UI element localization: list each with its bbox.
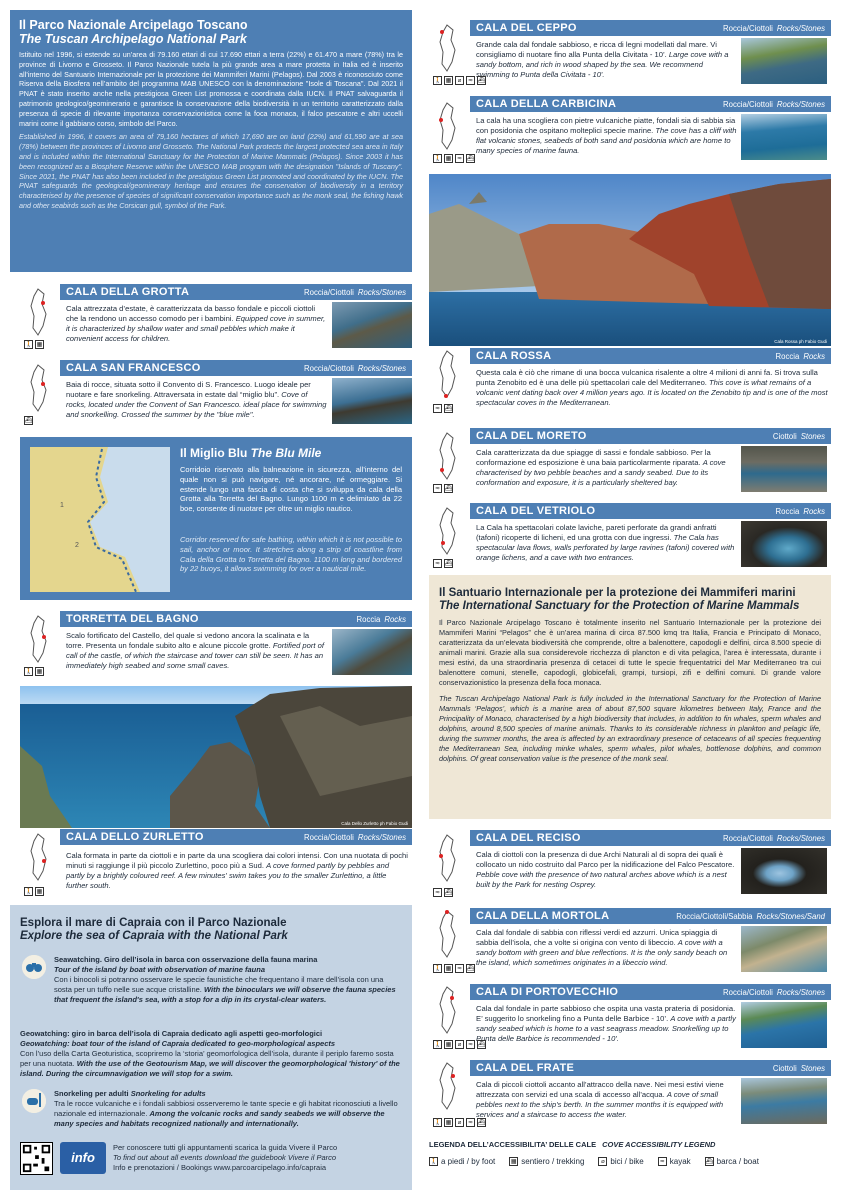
- kayak-icon: ≈: [434, 405, 441, 412]
- cove-type: Ciottoli Stones: [772, 1063, 825, 1073]
- cove-type: Roccia/Ciottoli Rocks/Stones: [723, 833, 825, 843]
- kayak-icon: ≈: [659, 1158, 665, 1165]
- cove-description: Baia di rocce, situata sotto il Convento di S. Francesco. Luogo ideale per nuotare e fare snorkeling. Attraversata in estate dal “miglio blu”. Cove of rocks, located under the Convent of San Francesco. ideal place for swimming and snorkelling. Crossed the summer by the "blue mile".: [66, 380, 327, 419]
- cove-card-frate: [429, 1058, 831, 1134]
- island-map-icon: [433, 430, 463, 482]
- access-icons: [433, 964, 475, 973]
- explore-panel: [10, 905, 412, 1190]
- cove-card-moreto: [429, 426, 831, 498]
- cove-card-vetriolo: [429, 501, 831, 573]
- cove-type: Roccia Rocks: [775, 351, 825, 361]
- cove-title-bar: [60, 284, 412, 300]
- cove-card-portovecchio: [429, 982, 831, 1054]
- sanctuary-text-en: The Tuscan Archipelago National Park is fully included in the International Sanctuary for the Protection of Marine Mammals ‘Pelagos’, which is a marine area of about 87,500 square kilometres between Italy, France and the Principality of Monaco, characterised by a high biodiversity that includes, in addition to fin whales, sperm whales and dolphins, around 8,500 species of marine animals. Thanks to its considerable richness in plankton and pelagic life, during the summer months, the area is affected by an extraordinary presence of cetaceans of all species frequenting the Mediterranean Sea, including minke whales, sperm whales, pilot whales, bottlenose dolphins, and common dolphins. Of great conservation value is the presence of the monk seal.: [439, 694, 821, 763]
- island-map-icon: [24, 613, 54, 665]
- cove-photo: [332, 378, 412, 424]
- zurletto-photo: [20, 686, 412, 828]
- boat-icon: ⛴: [445, 889, 453, 896]
- cove-description: Cala di piccoli ciottoli accanto all’attracco della nave. Nei mesi estivi viene attrezzata con servizi ed una scala di accesso all’acqua. A cove of small pebbles next to the ship's berth. In the summer months it is equipped with services and a staircase to access the water.: [476, 1080, 724, 1119]
- trekking-icon: ▦: [510, 1158, 517, 1165]
- kayak-icon: ≈: [456, 155, 463, 162]
- access-icons: [24, 667, 44, 676]
- blue-mile-panel: [20, 437, 412, 600]
- legend-item-kayak: ≈ kayak: [659, 1157, 691, 1166]
- cove-name: CALA DELLA GROTTA: [66, 286, 190, 298]
- photo-credit: Cala Dello Zurletto ph Fabio Gudi: [341, 821, 408, 826]
- cove-title-bar: [470, 348, 831, 364]
- island-map-icon: [24, 362, 54, 414]
- cove-title-bar: [60, 829, 412, 845]
- legend-item-bike: ⌀ bici / bike: [598, 1157, 643, 1166]
- cove-card-rossa: [429, 346, 831, 422]
- cove-title-bar: [60, 360, 412, 376]
- island-map-icon: [433, 100, 463, 152]
- by-foot-icon: 🚶: [25, 668, 33, 675]
- cove-type: Roccia Rocks: [356, 614, 406, 624]
- legend-title: LEGENDA DELL’ACCESSIBILITA’ DELLE CALE COVE ACCESSIBILITY LEGEND: [429, 1140, 716, 1149]
- cove-photo: [741, 1002, 827, 1048]
- island-map-icon: [433, 348, 463, 400]
- legend-item-boat: ⛴ barca / boat: [705, 1157, 759, 1166]
- island-map-icon: [24, 286, 54, 338]
- blue-mile-title: Il Miglio Blu The Blu Mile: [180, 446, 322, 460]
- seawatching-activity: Seawatching. Giro dell’isola in barca con osservazione della fauna marina Tour of the island by boat with observation of marine fauna Con i binocoli si potranno osservare le specie faunistiche che frequentano il mare dell’isola con una sosta per un tuffo nelle sue acque cristalline. With the binoculars we will observe the fauna species that frequent the island's sea, with a stop for a dip in its crystal-clear waters.: [54, 955, 396, 1004]
- footer-text: Per conoscere tutti gli appuntamenti scarica la guida Vivere il Parco To find out about all events download the guidebook Vivere il Parco Info e prenotazioni / Bookings www.parcoarcipelago.info/capraia: [113, 1143, 338, 1172]
- blue-mile-text-en: Corridor reserved for safe bathing, within which it is not possible to sail, anchor or moor. It stretches along a strip of coastline from Cala della Grotta to Torretta del Bagno. 1100 m long and bordered by 22 buoys, it allows swimming for over a nautical mile.: [180, 535, 402, 574]
- access-icons: [24, 416, 33, 425]
- access-icons: [433, 1118, 486, 1127]
- boat-icon: ⛴: [478, 1041, 486, 1048]
- photo-credit: Cala Rossa ph Fabio Gudi: [774, 339, 827, 344]
- bookings-link[interactable]: Info e prenotazioni / Bookings www.parcoarcipelago.info/capraia: [113, 1163, 327, 1172]
- cove-title-bar: [470, 984, 831, 1000]
- cove-description: La Cala ha spettacolari colate laviche, pareti perforate da grandi anfratti (tafoni) ricoperte di licheni, ed una grotta con due ingressi. The Cala has spectacular lava flows, walls perforated by large ravines (tafoni) covered with orange lichens, and a cave with two entrances.: [476, 523, 735, 562]
- explore-footer: [20, 1142, 402, 1176]
- boat-icon: ⛴: [445, 485, 453, 492]
- cove-description: Cala dal fondale di sabbia con riflessi verdi ed azzurri. Unica spiaggia di sabbia dell’isola, che a volte si origina con vento di libeccio. A cove with a sandy bottom with green and blue reflections. It is the only sandy beach on the island, which sometimes originates in a libeccio wind.: [476, 928, 728, 967]
- cove-type: Roccia/Ciottoli Rocks/Stones: [723, 23, 825, 33]
- svg-text:1: 1: [60, 502, 64, 509]
- cove-type: Ciottoli Stones: [772, 431, 825, 441]
- qr-code[interactable]: [20, 1142, 53, 1175]
- boat-icon: ⛴: [478, 77, 486, 84]
- cove-description: Cala formata in parte da ciottoli e in parte da una scogliera dai colori intensi. Con una nuotata di pochi minuti si raggiunge il più piccolo Zurlettino, poco più a Sud. A cove formed partly by pebbles and partly by a brightly coloured reef. A few minutes' swim takes you to the smaller Zurlettino, a little further south.: [66, 851, 408, 890]
- cove-name: CALA SAN FRANCESCO: [66, 362, 201, 374]
- cove-title-bar: [470, 1060, 831, 1076]
- cove-description: La cala ha una scogliera con pietre vulcaniche piatte, fondali sia di sabbia sia con posidonia che ospitano molteplici specie marine. The cove has a cliff with flat volcanic stones, seabeds of both sand and posidonia which are home to many species of marine fauna.: [476, 116, 737, 155]
- trekking-icon: ▦: [36, 888, 43, 895]
- cove-title-bar: [470, 428, 831, 444]
- cove-title-bar: [470, 503, 831, 519]
- cove-type: Roccia/Ciottoli Rocks/Stones: [304, 287, 406, 297]
- park-subtitle: The Tuscan Archipelago National Park: [19, 32, 247, 46]
- cove-description: Cala di ciottoli con la presenza di due Archi Naturali al di sopra dei quali è collocato un nido costruito dal Parco per la nidificazione del Falco Pescatore. Pebble cove with the presence of two natural arches above which is a nest built by the Park for nesting Osprey.: [476, 850, 735, 889]
- legend-item-foot: 🚶 a piedi / by foot: [430, 1157, 496, 1166]
- cove-name: CALA DELLA CARBICINA: [476, 98, 617, 110]
- cove-name: TORRETTA DEL BAGNO: [66, 613, 199, 625]
- cove-name: CALA DEL VETRIOLO: [476, 505, 596, 517]
- cove-card-mortola: [429, 906, 831, 978]
- trekking-icon: ▦: [36, 341, 43, 348]
- blue-mile-text-it: Corridoio riservato alla balneazione in sicurezza, all’interno del quale non si può navigare, né ancorare, né ormeggiare. Si estende lungo una fascia di costa che si sviluppa da cala della Grotta alla Torretta del Bagno. Lungo 1100 m e delimitato da 22 boe, consente di nuotare per oltre un miglio nautico.: [180, 465, 402, 514]
- cove-card-zurletto: [20, 829, 412, 901]
- legend-item-trekking: ▦ sentiero / trekking: [510, 1157, 585, 1166]
- park-intro-panel: [10, 10, 412, 272]
- cove-photo: [332, 302, 412, 348]
- svg-text:2: 2: [75, 542, 79, 549]
- kayak-icon: ≈: [467, 1041, 474, 1048]
- by-foot-icon: 🚶: [434, 965, 442, 972]
- cala-rossa-photo: [429, 174, 831, 346]
- bike-icon: ⌀: [455, 76, 464, 85]
- cove-card-torretta-del-bagno: [20, 611, 412, 681]
- cove-title-bar: [60, 611, 412, 627]
- bike-icon: ⌀: [455, 1118, 464, 1127]
- island-map-icon: [433, 908, 463, 960]
- cove-description: Questa cala è ciò che rimane di una bocca vulcanica risalente a oltre 4 milioni di anni fa. Si trova sulla punta Zenobito ed è una delle più spettacolari cale del Mediterraneo. This cove is what remains of a volcanic vent dating back over 4 million years ago. It is located on the Zenobito tip and is one of the most spectacular coves in the Mediterranean.: [476, 368, 828, 407]
- island-map-icon: [433, 22, 463, 74]
- access-icons: [24, 887, 44, 896]
- sanctuary-title: Il Santuario Internazionale per la protezione dei Mammiferi marini: [439, 587, 796, 599]
- bike-icon: ⌀: [455, 1040, 464, 1049]
- cove-description: Cala dal fondale in parte sabbioso che ospita una vasta prateria di posidonia. E’ suggerito lo snorkeling fino a Punta delle Barbice - 10’. A cove with a partly sandy seabed which is home to a vast seagrass meadow. Snorkelling up to Punta delle Barbice is recommended - 10'.: [476, 1004, 736, 1043]
- cove-card-reciso: [429, 828, 831, 902]
- cove-type: Roccia Rocks: [775, 506, 825, 516]
- cove-photo: [741, 926, 827, 972]
- cove-type: Roccia/Ciottoli Rocks/Stones: [723, 99, 825, 109]
- cove-photo: [332, 629, 412, 675]
- access-icons: [433, 404, 453, 413]
- kayak-icon: ≈: [467, 77, 474, 84]
- cove-photo: [741, 521, 827, 567]
- park-intro-text-en: Established in 1996, it covers an area of 79,160 hectares of which 17,690 are on land (22%) and 61,590 are at sea (78%) between the provinces of Livorno and Grosseto. The National Park protects the largest protected sea area in Italy and is included within the International Sanctuary for the Protection of Marine Mammals (Pelagos). Since 2003 it has been recognized as a Biosphere Reserve within the UNESCO MAB program with the designation "Islands of Tuscany". Since 2021, the PNAT has also been included in the prestigious Green List promoted and coordinated by the IUCN. The PNAT safeguards the geological/geominerary heritage and ensures the conservation of biodiversity in a territory characterised by the presence of species of significant conservation importance such as the monk seal, the fishing hawk and other seabirds such as the Corsican gull, symbol of the Park.: [19, 132, 403, 210]
- by-foot-icon: 🚶: [25, 341, 33, 348]
- access-icons: [433, 559, 453, 568]
- sanctuary-subtitle: The International Sanctuary for the Protection of Marine Mammals: [439, 600, 800, 612]
- bike-icon: ⌀: [598, 1157, 607, 1166]
- cove-name: CALA DEL CEPPO: [476, 22, 577, 34]
- by-foot-icon: 🚶: [434, 1041, 442, 1048]
- info-logo: info: [60, 1142, 106, 1174]
- cove-name: CALA ROSSA: [476, 350, 552, 362]
- boat-icon: ⛴: [467, 155, 475, 162]
- trekking-icon: ▦: [445, 1041, 452, 1048]
- access-icons: [433, 76, 486, 85]
- access-icons: [24, 340, 44, 349]
- cove-type: Roccia/Ciottoli Rocks/Stones: [723, 987, 825, 997]
- cove-name: CALA DEL RECISO: [476, 832, 581, 844]
- sanctuary-panel: [429, 575, 831, 819]
- cove-description: Grande cala dal fondale sabbioso, e ricca di legni modellati dal mare. Vi consigliamo di nuotare fino alla Punta della Civitata - 10’. Large cove with a sandy bottom, and rich in wood shaped by the sea. We recommend swimming to Punta della Civitata - 10'.: [476, 40, 729, 79]
- boat-icon: ⛴: [25, 417, 33, 424]
- blue-mile-map: [30, 447, 170, 592]
- cove-name: CALA DELLA MORTOLA: [476, 910, 610, 922]
- cove-type: Roccia/Ciottoli Rocks/Stones: [304, 832, 406, 842]
- snorkeling-activity: Snorkeling per adulti Snorkeling for adults Tra le rocce vulcaniche e i fondali sabbiosi osserveremo le tante specie e gli habitat riconosciuti a livello nazionale ed internazionale. Among the volcanic rocks and sandy seabeds we will observe the many species and habitats recognized nationally and internationally.: [54, 1089, 398, 1128]
- island-map-icon: [433, 1060, 463, 1112]
- island-map-icon: [433, 832, 463, 884]
- boat-icon: ⛴: [445, 405, 453, 412]
- accessibility-legend: [429, 1140, 831, 1180]
- trekking-icon: ▦: [445, 155, 452, 162]
- cove-card-carbicina: [429, 94, 831, 170]
- cove-type: Roccia/Ciottoli/Sabbia Rocks/Stones/Sand: [676, 911, 825, 921]
- by-foot-icon: 🚶: [430, 1158, 438, 1165]
- access-icons: [433, 154, 475, 163]
- cove-title-bar: [470, 830, 831, 846]
- cove-title-bar: [470, 20, 831, 36]
- trekking-icon: ▦: [445, 77, 452, 84]
- explore-title: Esplora il mare di Capraia con il Parco Nazionale: [20, 917, 287, 929]
- cove-name: CALA DI PORTOVECCHIO: [476, 986, 619, 998]
- island-map-icon: [433, 984, 463, 1036]
- cove-description: Scalo fortificato del Castello, del quale si vedono ancora la scalinata e la torre. Presenta un fondale subito alto e alcune piccole grotte. Fortified port of call of the castle, of which the staircase and tower can still be seen. It has an immediately high seabed and some small caves.: [66, 631, 324, 670]
- trekking-icon: ▦: [445, 1119, 452, 1126]
- by-foot-icon: 🚶: [434, 1119, 442, 1126]
- kayak-icon: ≈: [456, 965, 463, 972]
- cove-photo: [741, 1078, 827, 1124]
- by-foot-icon: 🚶: [434, 77, 442, 84]
- cove-card-grotta: [20, 284, 412, 354]
- boat-icon: ⛴: [445, 560, 453, 567]
- sanctuary-text-it: Il Parco Nazionale Arcipelago Toscano è totalmente inserito nel Santuario Internazionale per la protezione dei Mammiferi Marini “Pelagos” che è un’area marina di circa 87.500 kmq tra Italia, Francia e Principato di Monaco, caratterizzata da un’elevata biodiversità che comprende, oltre a balenottere, capodogli e delfini, circa 8.500 specie di animali marini. Grazie alla sua considerevole ricchezza di plancton e di vita pelagica, l’area è interessata, durante i mesi estivi, da una straordinaria presenza di cetacei di tutte le specie frequentatrici del Mar Mediterraneo tra cui balenottere comuni, stenelle, capodogli, globicefali, grampi, tursiopi, zifi e delfini comuni. Di grande valore conservazionistico la presenza della foca monaca.: [439, 618, 821, 687]
- boat-icon: ⛴: [705, 1158, 714, 1165]
- cove-photo: [741, 446, 827, 492]
- cove-photo: [741, 848, 827, 894]
- kayak-icon: ≈: [434, 485, 441, 492]
- cove-type: Roccia/Ciottoli Rocks/Stones: [304, 363, 406, 373]
- by-foot-icon: 🚶: [25, 888, 33, 895]
- access-icons: [433, 1040, 486, 1049]
- kayak-icon: ≈: [434, 560, 441, 567]
- cove-description: Cala caratterizzata da due spiagge di sassi e fondale sabbioso. Per la conformazione ed esposizione è una baia particolarmente riparata. A cove characterised by two pebble beaches and a sandy seabed. Due to its conformation and exposure, it is a particularly sheltered bay.: [476, 448, 726, 487]
- access-icons: [433, 888, 453, 897]
- geowatching-activity: Geowatching: giro in barca dell’isola di Capraia dedicato agli aspetti geo-morfologici Geowatching: boat tour of the island of Capraia dedicated to geo-morphological aspects Con l’uso della Carta Geoturistica, scopriremo la ‘storia’ geomorfologica dell’isola, durante il periplo faremo sosta per una nuotata. With the use of the Geotourism Map, we will discover the geomorphological 'history' of the island. During the circumnavigation we will stop for a swim.: [20, 1029, 400, 1078]
- kayak-icon: ≈: [467, 1119, 474, 1126]
- cove-name: CALA DEL MORETO: [476, 430, 587, 442]
- explore-subtitle: Explore the sea of Capraia with the National Park: [20, 930, 288, 942]
- cove-photo: [741, 114, 827, 160]
- island-map-icon: [433, 505, 463, 557]
- trekking-icon: ▦: [445, 965, 452, 972]
- cove-name: CALA DEL FRATE: [476, 1062, 575, 1074]
- park-intro-text-it: Istituito nel 1996, si estende su un’area di 79.160 ettari di cui 17.690 ettari a terra (22%) e 61.470 a mare (78%) tra le province di Livorno e Grosseto. Il Parco Nazionale tutela la più grande area a mare protetta in Italia ed è inserito all’interno del Santuario Internazionale per la protezione dei Mammiferi Marini (Pelagos). Dal 2003 è riconosciuto come Riserva della Biosfera nell’ambito del programma MAB UNESCO con la denominazione "Isole di Toscana". Dal 2021 il PNAT è stato inserito anche nella prestigiosa Green List promossa e coordinata dalla IUCN. Il PNAT salvaguarda il patrimonio geologico/geominerario e garantisce la conservazione della biodiversità in un territorio caratterizzato dalla presenza di specie di rilevante importanza conservazionistica come la foca monaca, il falco pescatore e altri uccelli marini come il gabbiano corso, simbolo del Parco.: [19, 50, 403, 128]
- cove-title-bar: [470, 96, 831, 112]
- kayak-icon: ≈: [434, 889, 441, 896]
- legend-items: [429, 1157, 831, 1166]
- cove-card-ceppo: [429, 18, 831, 90]
- access-icons: [433, 484, 453, 493]
- cove-title-bar: [470, 908, 831, 924]
- cove-description: Cala attrezzata d’estate, è caratterizzata da basso fondale e piccoli ciottoli che la rendono un accesso comodo per i bambini. Equipped cove in summer, it is characterized by shallow water and small pebbles which make it convenient access for children.: [66, 304, 326, 343]
- boat-icon: ⛴: [478, 1119, 486, 1126]
- boat-icon: ⛴: [467, 965, 475, 972]
- trekking-icon: ▦: [36, 668, 43, 675]
- island-map-icon: [24, 831, 54, 883]
- by-foot-icon: 🚶: [434, 155, 442, 162]
- cove-card-san-francesco: [20, 360, 412, 430]
- cove-photo: [741, 38, 827, 84]
- cove-name: CALA DELLO ZURLETTO: [66, 831, 204, 843]
- park-title: Il Parco Nazionale Arcipelago Toscano: [19, 18, 248, 32]
